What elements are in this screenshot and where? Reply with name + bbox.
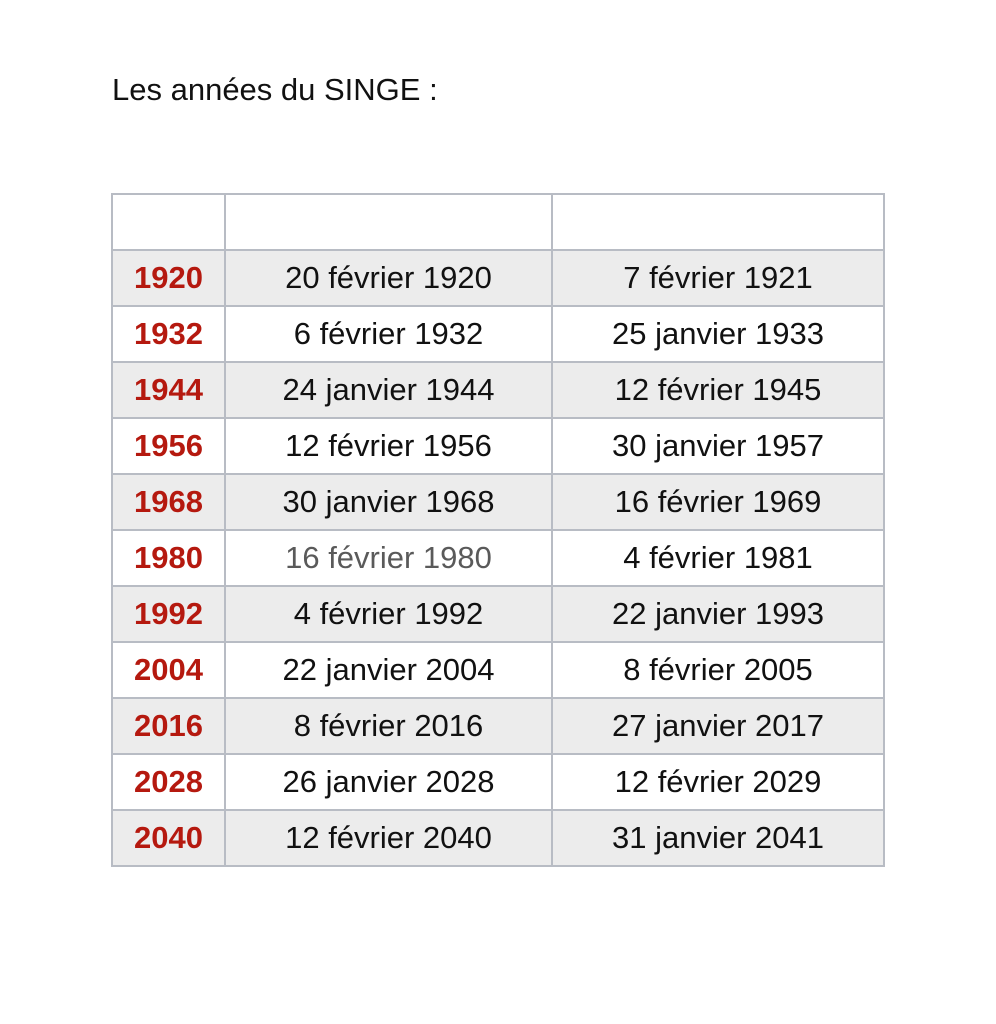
table-row [112, 698, 884, 754]
page-title: Les années du SINGE : [112, 72, 438, 107]
table-row [112, 586, 884, 642]
year-cell: 2016 [112, 698, 225, 754]
table-row [112, 362, 884, 418]
year-cell: 1980 [112, 530, 225, 586]
year-cell: 2028 [112, 754, 225, 810]
start-date-cell: 26 janvier 2028 [225, 754, 552, 810]
table-row [112, 306, 884, 362]
end-date-cell: 4 février 1981 [552, 530, 884, 586]
start-date-cell: 4 février 1992 [225, 586, 552, 642]
year-cell: 2040 [112, 810, 225, 866]
start-date-cell: 16 février 1980 [225, 530, 552, 586]
end-date-cell: 25 janvier 1933 [552, 306, 884, 362]
year-cell: 1944 [112, 362, 225, 418]
header-cell-year [112, 194, 225, 250]
end-date-cell: 27 janvier 2017 [552, 698, 884, 754]
end-date-cell: 12 février 2029 [552, 754, 884, 810]
table-row [112, 418, 884, 474]
start-date-cell: 30 janvier 1968 [225, 474, 552, 530]
year-cell: 2004 [112, 642, 225, 698]
start-date-cell: 12 février 1956 [225, 418, 552, 474]
start-date-cell: 22 janvier 2004 [225, 642, 552, 698]
end-date-cell: 12 février 1945 [552, 362, 884, 418]
start-date-cell: 24 janvier 1944 [225, 362, 552, 418]
year-cell: 1956 [112, 418, 225, 474]
end-date-cell: 7 février 1921 [552, 250, 884, 306]
header-cell-start [225, 194, 552, 250]
year-cell: 1992 [112, 586, 225, 642]
table-row [112, 474, 884, 530]
start-date-cell: 6 février 1932 [225, 306, 552, 362]
year-cell: 1920 [112, 250, 225, 306]
table-row [112, 530, 884, 586]
start-date-cell: 20 février 1920 [225, 250, 552, 306]
table-header-row [112, 194, 884, 250]
table-row [112, 250, 884, 306]
end-date-cell: 22 janvier 1993 [552, 586, 884, 642]
end-date-cell: 16 février 1969 [552, 474, 884, 530]
table-row [112, 810, 884, 866]
table-row [112, 754, 884, 810]
table-row [112, 642, 884, 698]
end-date-cell: 30 janvier 1957 [552, 418, 884, 474]
start-date-cell: 12 février 2040 [225, 810, 552, 866]
year-cell: 1968 [112, 474, 225, 530]
end-date-cell: 31 janvier 2041 [552, 810, 884, 866]
start-date-cell: 8 février 2016 [225, 698, 552, 754]
end-date-cell: 8 février 2005 [552, 642, 884, 698]
years-table [111, 193, 885, 867]
header-cell-end [552, 194, 884, 250]
year-cell: 1932 [112, 306, 225, 362]
